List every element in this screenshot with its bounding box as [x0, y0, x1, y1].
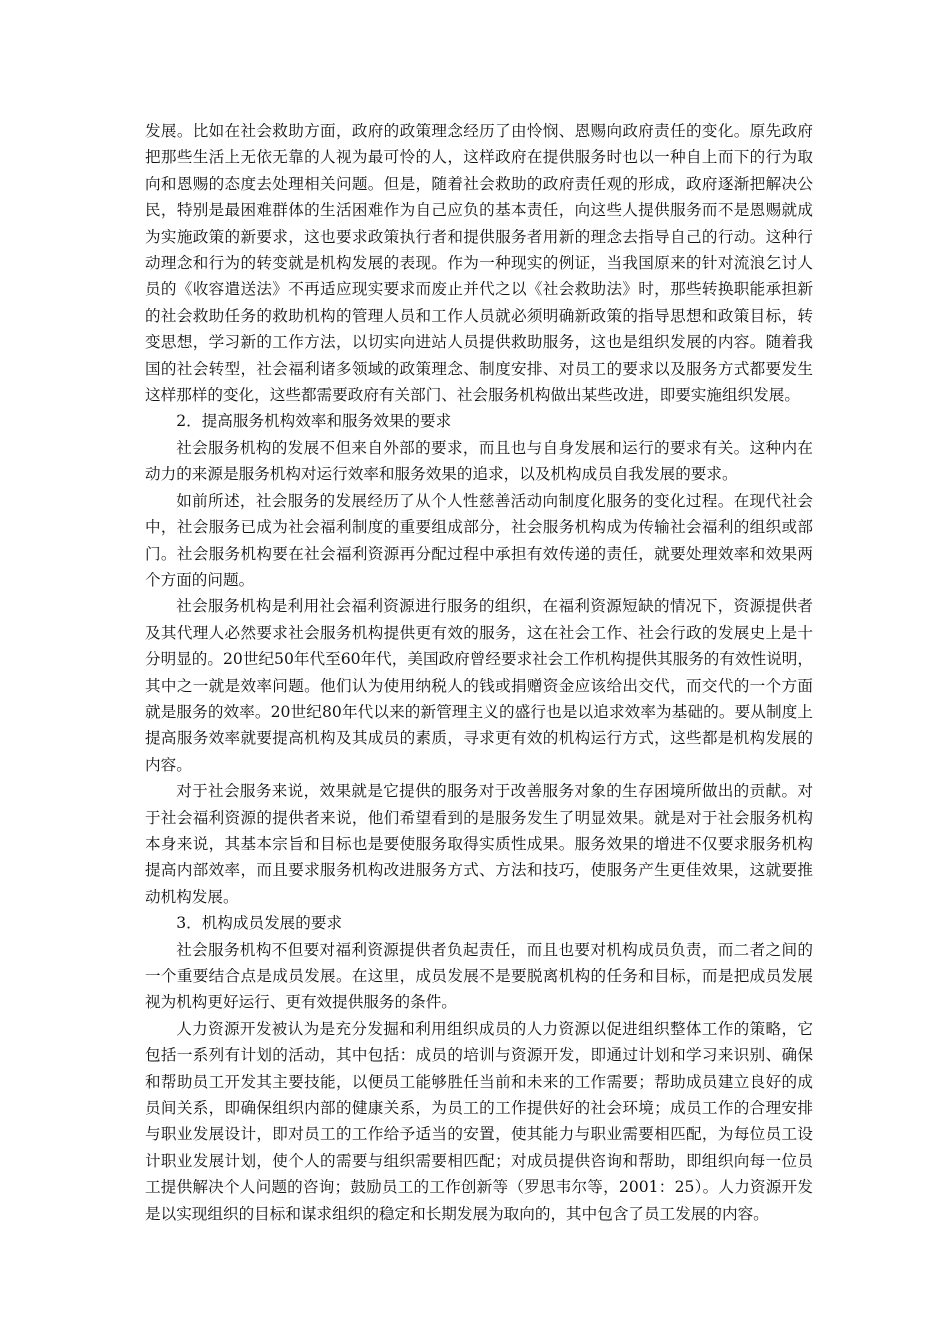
- paragraph-6: 社会服务机构不但要对福利资源提供者负起责任，而且也要对机构成员负责，而二者之间的一个重要结合点是成员发展。在这里，成员发展不是要脱离机构的任务和目标，而是把成员发展视为机构更好运行、更有效提供服务的条件。: [145, 940, 813, 1012]
- paragraph-1: 发展。比如在社会救助方面，政府的政策理念经历了由怜悯、恩赐向政府责任的变化。原先政府把那些生活上无依无靠的人视为最可怜的人，这样政府在提供服务时也以一种自上而下的行为取向和恩赐的态度去处理相关问题。但是，随着社会救助的政府责任观的形成，政府逐渐把解决公民，特别是最困难群体的生活困难作为自己应负的基本责任，向这些人提供服务而不是恩赐就成为实施政策的新要求，这也要求政策执行者和提供服务者用新的理念去指导自己的行动。这种行动理念和行为的转变就是机构发展的表现。作为一种现实的例证，当我国原来的针对流浪乞讨人员的《收容遣送法》不再适应现实要求而废止并代之以《社会救助法》时，那些转换职能承担新的社会救助任务的救助机构的管理人员和工作人员就必须明确新政策的指导思想和政策目标，转变思想，学习新的工作方法，以切实向进站人员提供救助服务，这也是组织发展的内容。随着我国的社会转型，社会福利诸多领域的政策理念、制度安排、对员工的要求以及服务方式都要发生这样那样的变化，这些都需要政府有关部门、社会服务机构做出某些改进，即要实施组织发展。: [145, 122, 813, 405]
- document-page: [145, 118, 813, 1227]
- paragraph-4: 社会服务机构是利用社会福利资源进行服务的组织，在福利资源短缺的情况下，资源提供者及其代理人必然要求社会服务机构提供更有效的服务，这在社会工作、社会行政的发展史上是十分明显的。20世纪50年代至60年代，美国政府曾经要求社会工作机构提供其服务的有效性说明，其中之一就是效率问题。他们认为使用纳税人的钱或捐赠资金应该给出交代，而交代的一个方面就是服务的效率。20世纪80年代以来的新管理主义的盛行也是以追求效率为基础的。要从制度上提高服务效率就要提高机构及其成员的素质，寻求更有效的机构运行方式，这些都是机构发展的内容。: [145, 597, 813, 774]
- paragraph-3: 如前所述，社会服务的发展经历了从个人性慈善活动向制度化服务的变化过程。在现代社会中，社会服务已成为社会福利制度的重要组成部分，社会服务机构成为传输社会福利的组织或部门。社会服务机构要在社会福利资源再分配过程中承担有效传递的责任，就要处理效率和效果两个方面的问题。: [145, 491, 813, 589]
- paragraph-7: 人力资源开发被认为是充分发掘和利用组织成员的人力资源以促进组织整体工作的策略，它包括一系列有计划的活动，其中包括：成员的培训与资源开发，即通过计划和学习来识别、确保和帮助员工开发其主要技能，以便员工能够胜任当前和未来的工作需要；帮助成员建立良好的成员间关系，即确保组织内部的健康关系，为员工的工作提供好的社会环境；成员工作的合理安排与职业发展设计，即对员工的工作给予适当的安置，使其能力与职业需要相匹配，为每位员工设计职业发展计划，使个人的需要与组织需要相匹配；对成员提供咨询和帮助，即组织向每一位员工提供解决个人问题的咨询；鼓励员工的工作创新等（罗思韦尔等，2001：25）。人力资源开发是以实现组织的目标和谋求组织的稳定和长期发展为取向的，其中包含了员工发展的内容。: [145, 1019, 813, 1223]
- paragraph-5: 对于社会服务来说，效果就是它提供的服务对于改善服务对象的生存困境所做出的贡献。对于社会福利资源的提供者来说，他们希望看到的是服务发生了明显效果。就是对于社会服务机构本身来说，其基本宗旨和目标也是要使服务取得实质性成果。服务效果的增进不仅要求服务机构提高内部效率，而且要求服务机构改进服务方式、方法和技巧，使服务产生更佳效果，这就要推动机构发展。: [145, 782, 813, 906]
- section-heading-3: 3．机构成员发展的要求: [176, 914, 343, 933]
- paragraph-2: 社会服务机构的发展不但来自外部的要求，而且也与自身发展和运行的要求有关。这种内在动力的来源是服务机构对运行效率和服务效果的追求，以及机构成员自我发展的要求。: [145, 438, 813, 484]
- section-heading-2: 2．提高服务机构效率和服务效果的要求: [176, 412, 452, 431]
